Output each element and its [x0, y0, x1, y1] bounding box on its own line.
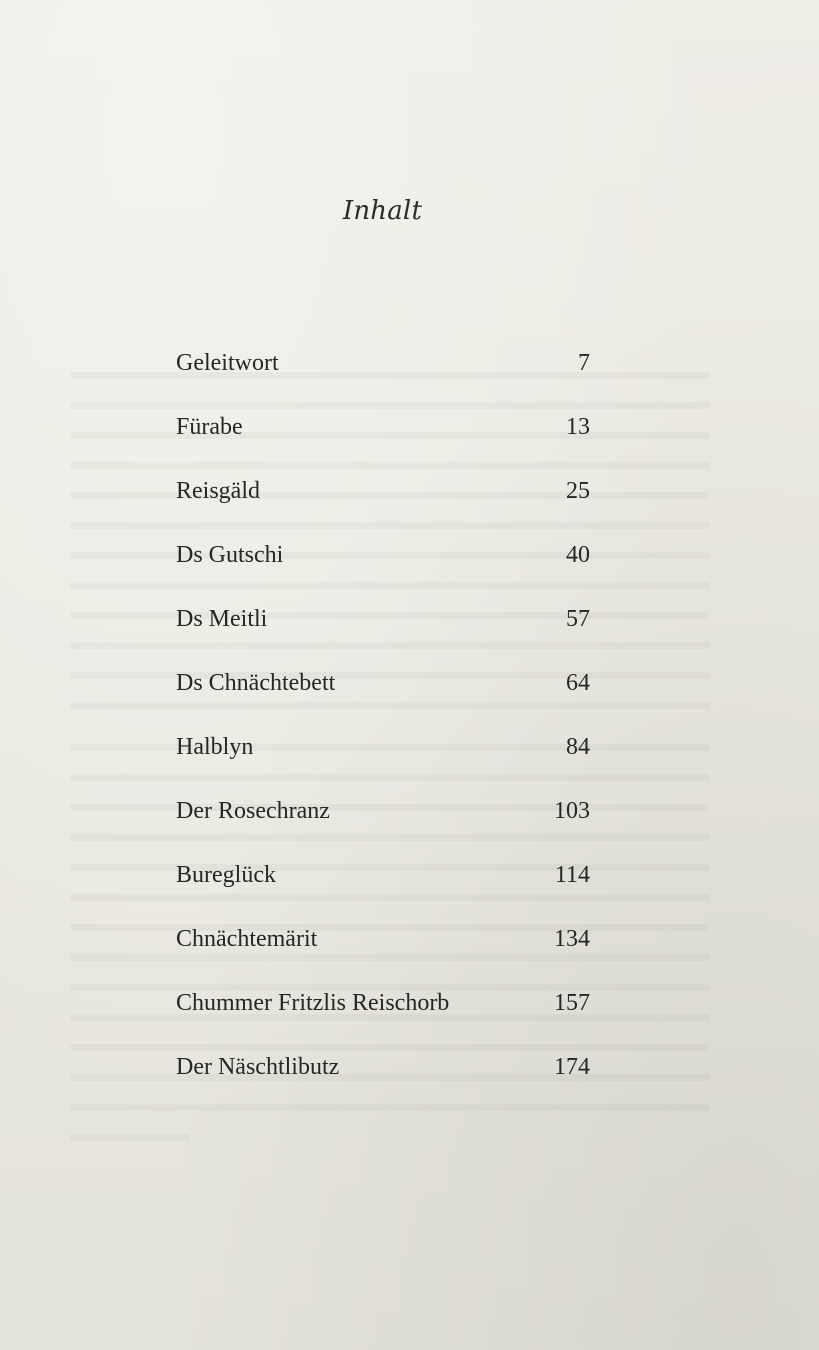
toc-entry [176, 478, 590, 542]
toc-entry [176, 926, 590, 990]
toc-entry-page: 7 [578, 350, 590, 376]
toc-entry-page: 64 [566, 670, 590, 696]
toc-entry [176, 606, 590, 670]
toc-entry-title: Ds Chnächtebett [176, 670, 336, 696]
page-title: Inhalt [342, 196, 423, 226]
toc-entry-title: Ds Gutschi [176, 542, 284, 568]
toc-entry-title: Geleitwort [176, 350, 279, 376]
toc-entry-title: Fürabe [176, 414, 243, 440]
toc-entry [176, 670, 590, 734]
toc-entry-page: 57 [566, 606, 590, 632]
toc-entry-title: Ds Meitli [176, 606, 268, 632]
toc-entry [176, 542, 590, 606]
toc-entry-title: Halblyn [176, 734, 254, 760]
toc-entry [176, 350, 590, 414]
toc-entry-title: Bureglück [176, 862, 276, 888]
toc-entry [176, 862, 590, 926]
toc-entry [176, 734, 590, 798]
table-of-contents [176, 350, 590, 1118]
toc-entry-page: 40 [566, 542, 590, 568]
toc-entry-page: 84 [566, 734, 590, 760]
toc-entry-page: 157 [554, 990, 590, 1016]
toc-entry-page: 114 [554, 862, 590, 888]
toc-entry-title: Chnächtemärit [176, 926, 318, 952]
toc-entry-page: 13 [566, 414, 590, 440]
toc-entry-title: Der Rosechranz [176, 798, 330, 824]
toc-entry-page: 25 [566, 478, 590, 504]
toc-entry-title: Chummer Fritzlis Reischorb [176, 990, 450, 1016]
toc-entry-page: 174 [554, 1054, 590, 1080]
toc-entry-title: Reisgäld [176, 478, 260, 504]
show-through-line [70, 1134, 190, 1141]
toc-entry-title: Der Näschtlibutz [176, 1054, 340, 1080]
toc-entry-page: 103 [554, 798, 590, 824]
toc-entry [176, 990, 590, 1054]
toc-entry [176, 1054, 590, 1118]
toc-entry-page: 134 [554, 926, 590, 952]
toc-entry [176, 414, 590, 478]
toc-entry [176, 798, 590, 862]
